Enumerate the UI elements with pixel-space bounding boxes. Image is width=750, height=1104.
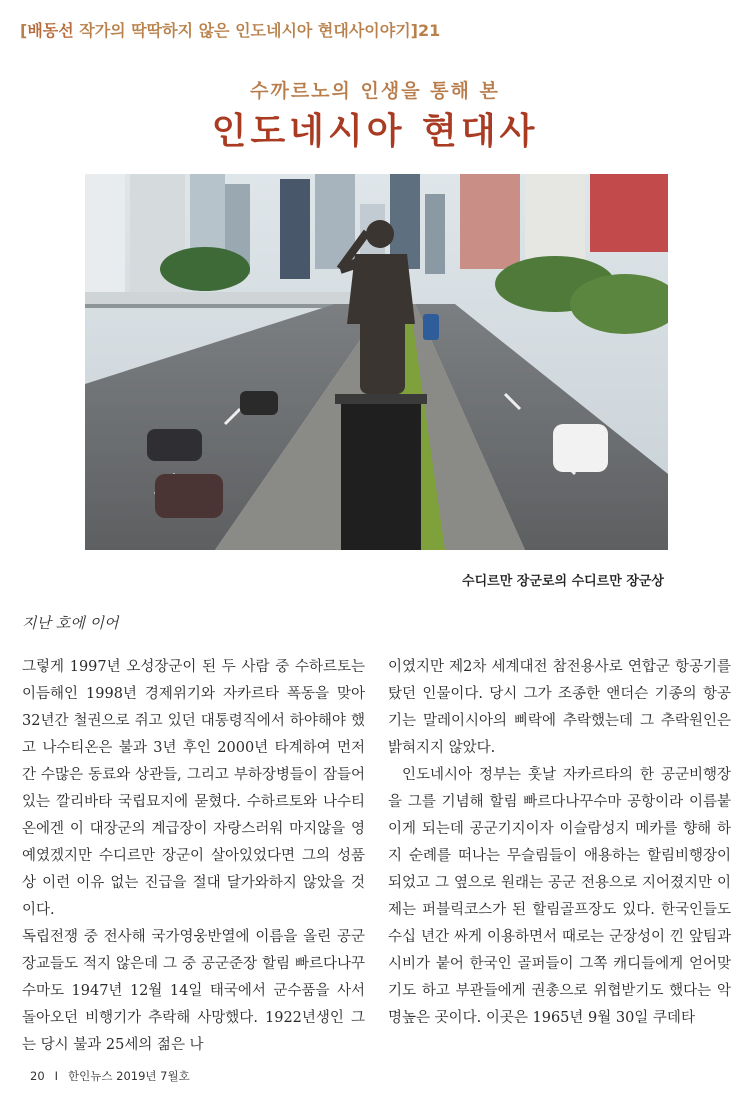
- article-title: 인도네시아 현대사: [211, 111, 539, 152]
- author-name: 배동선: [27, 21, 74, 40]
- publication-name: 한인뉴스 2019년 7월호: [68, 1069, 190, 1083]
- statue-photo: [85, 174, 668, 550]
- article-column-left: [22, 654, 365, 1059]
- continued-note: 지난 호에 이어: [22, 614, 119, 632]
- page-footer: [30, 1068, 190, 1084]
- paragraph: 그렇게 1997년 오성장군이 된 두 사람 중 수하르토는 이듬해인 1998년 경제위기와 자카르타 폭동을 맞아 32년간 철권으로 쥐고 있던 대통령직에서 하야해야 했고 나수티온은 불과 3년 후인 2000년 타계하여 먼저 간 수많은 동료와 상관들, 그리고 부하장병들이 잠들어 있는 깔리바타 국립묘지에 묻혔다. 수하르토와 나수티온에겐 이 대장군의 계급장이 자랑스러워 마지않을 영예였겠지만 수디르만 장군이 살아있었다면 그의 성품상 이런 이유 없는 진급을 절대 달가와하지 않았을 것이다.: [22, 659, 365, 918]
- photo-caption: 수디르만 장군로의 수디르만 장군상: [462, 574, 664, 589]
- article-subtitle: 수까르노의 인생을 통해 본: [250, 80, 500, 102]
- paragraph: 이였지만 제2차 세계대전 참전용사로 연합군 항공기를 탔던 인물이다. 당시 그가 조종한 앤더슨 기종의 항공기는 말레이시아의 삐락에 추락했는데 그 추락원인은 밝혀지지 않았다.: [388, 659, 731, 756]
- series-bracket: [: [20, 21, 28, 40]
- article-column-right: [388, 654, 731, 1032]
- footer-separator: I: [54, 1069, 59, 1083]
- paragraph: 독립전쟁 중 전사해 국가영웅반열에 이름을 올린 공군장교들도 적지 않은데 그 중 공군준장 할림 빠르다나꾸수마도 1947년 12월 14일 태국에서 군수품을 사서 돌아오던 비행기가 추락해 사망했다. 1922년생인 그는 당시 불과 25세의 젊은 나: [22, 929, 365, 1053]
- series-title: 작가의 딱딱하지 않은 인도네시아 현대사이야기]21: [73, 21, 441, 40]
- page-number: 20: [30, 1069, 45, 1083]
- series-header: [20, 18, 720, 41]
- paragraph: 인도네시아 정부는 훗날 자카르타의 한 공군비행장을 그를 기념해 할림 빠르다나꾸수마 공항이라 이름붙이게 되는데 공군기지이자 이슬람성지 메카를 향해 하지 순례를 떠나는 무슬림들이 애용하는 할림비행장이 되었고 그 옆으로 원래는 공군 전용으로 지어졌지만 이제는 퍼블릭코스가 된 할림골프장도 있다. 한국인들도 수십 년간 싸게 이용하면서 때로는 군장성이 낀 앞팀과 시비가 붙어 한국인 골퍼들이 그쪽 캐디들에게 얻어맞기도 하고 부관들에게 권총으로 위협받기도 했다는 악명높은 곳이다. 이곳은 1965년 9월 30일 쿠데타: [388, 767, 731, 1026]
- statue-photo-illustration: [85, 174, 668, 550]
